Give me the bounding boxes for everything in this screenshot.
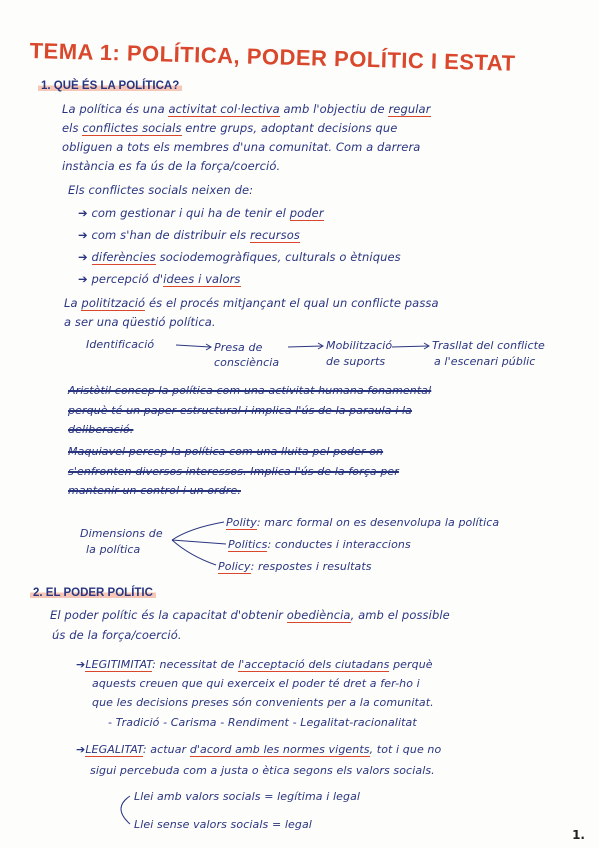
s1-paragraph-line-4: instància es fa ús de la força/coerció.	[62, 159, 281, 173]
struck-aristotil-line-2: perquè té un paper estructural i implica l'ús de la paraula i la	[68, 404, 412, 417]
s1-paragraph-line-3: obliguen a tots els membres d'una comunitat. Com a darrera	[62, 140, 421, 154]
key-term-regular: regular	[388, 102, 431, 116]
bullet-4: ➔ percepció d'idees i valors	[78, 272, 241, 286]
legitimitat-types: - Tradició - Carisma - Rendiment - Legalitat-racionalitat	[108, 716, 417, 729]
section-1-heading	[38, 80, 182, 92]
flow-step-3a: Mobilització	[326, 339, 393, 352]
dimensions-label-a: Dimensions de	[80, 527, 163, 540]
dimensions-brace	[172, 522, 226, 565]
flow-step-2a: Presa de	[214, 341, 263, 354]
flow-step-4a: Trasllat del conflicte	[432, 339, 545, 352]
dimension-politics: Politics: conductes i interaccions	[228, 538, 411, 551]
s1-polititzacio-line-2: a ser una qüestió política.	[64, 315, 216, 329]
section-2-heading	[30, 587, 156, 599]
struck-maquiavel-line-2: s'enfronten diversos interessos. Implica l'ús de la força per	[68, 465, 399, 478]
legalitat-line-1: ➔LEGALITAT: actuar d'acord amb les normes vigents, tot i que no	[76, 743, 442, 756]
key-term-activitat: activitat col·lectiva	[168, 102, 280, 116]
section-1-heading-text: 1. QUÈ ÉS LA POLÍTICA?	[38, 80, 182, 92]
legalitat-line-2: sigui percebuda com a justa o ètica segons els valors socials.	[90, 764, 435, 777]
s1-paragraph-line-2: els conflictes socials entre grups, adoptant decisions que	[62, 121, 398, 135]
struck-aristotil-line-3: deliberació.	[68, 423, 134, 436]
struck-aristotil-line-1: Aristòtil concep la política com una activitat humana fonamental	[68, 384, 432, 397]
struck-maquiavel-line-3: mantenir un control i un ordre.	[68, 484, 241, 497]
s1-polititzacio-line-1: La politització és el procés mitjançant el qual un conflicte passa	[64, 296, 439, 310]
bullet-2: ➔ com s'han de distribuir els recursos	[78, 228, 300, 242]
flow-step-2b: consciència	[214, 356, 280, 369]
dimensions-label-b: la política	[86, 543, 141, 556]
dimension-policy: Policy: respostes i resultats	[218, 560, 372, 573]
page-title: TEMA 1: POLÍTICA, PODER POLÍTIC I ESTAT	[29, 38, 516, 76]
key-term-conflictes: conflictes socials	[82, 121, 182, 135]
s2-paragraph-line-1: El poder polític és la capacitat d'obtenir obediència, amb el possible	[50, 608, 450, 622]
legalitat-result-1: Llei amb valors socials = legítima i legal	[134, 790, 361, 803]
flow-step-1: Identificació	[86, 338, 155, 351]
page-number: 1.	[572, 828, 585, 842]
s1-conflicts-intro: Els conflictes socials neixen de:	[68, 183, 254, 197]
dimension-polity: Polity: marc formal on es desenvolupa la política	[226, 516, 500, 529]
flow-step-3b: de suports	[326, 355, 386, 368]
s1-paragraph-line-1: La política és una activitat col·lectiva amb l'objectiu de regular	[62, 102, 431, 116]
bullet-3: ➔ diferències sociodemogràfiques, culturals o ètniques	[78, 250, 401, 264]
legalitat-result-2: Llei sense valors socials = legal	[134, 818, 312, 831]
legitimitat-line-3: que les decisions preses són convenients per a la comunitat.	[92, 696, 434, 709]
legalitat-brace	[121, 796, 130, 824]
flow-step-4b: a l'escenari públic	[434, 355, 536, 368]
bullet-1: ➔ com gestionar i qui ha de tenir el poder	[78, 206, 324, 220]
legitimitat-line-1: ➔LEGITIMITAT: necessitat de l'acceptació dels ciutadans perquè	[76, 658, 433, 671]
struck-maquiavel-line-1: Maquiavel percep la política com una lluita pel poder on	[68, 445, 384, 458]
legitimitat-line-2: aquests creuen que qui exerceix el poder té dret a fer-ho i	[92, 677, 420, 690]
s2-paragraph-line-2: ús de la força/coerció.	[52, 628, 182, 642]
section-2-heading-text: 2. EL PODER POLÍTIC	[30, 587, 156, 599]
